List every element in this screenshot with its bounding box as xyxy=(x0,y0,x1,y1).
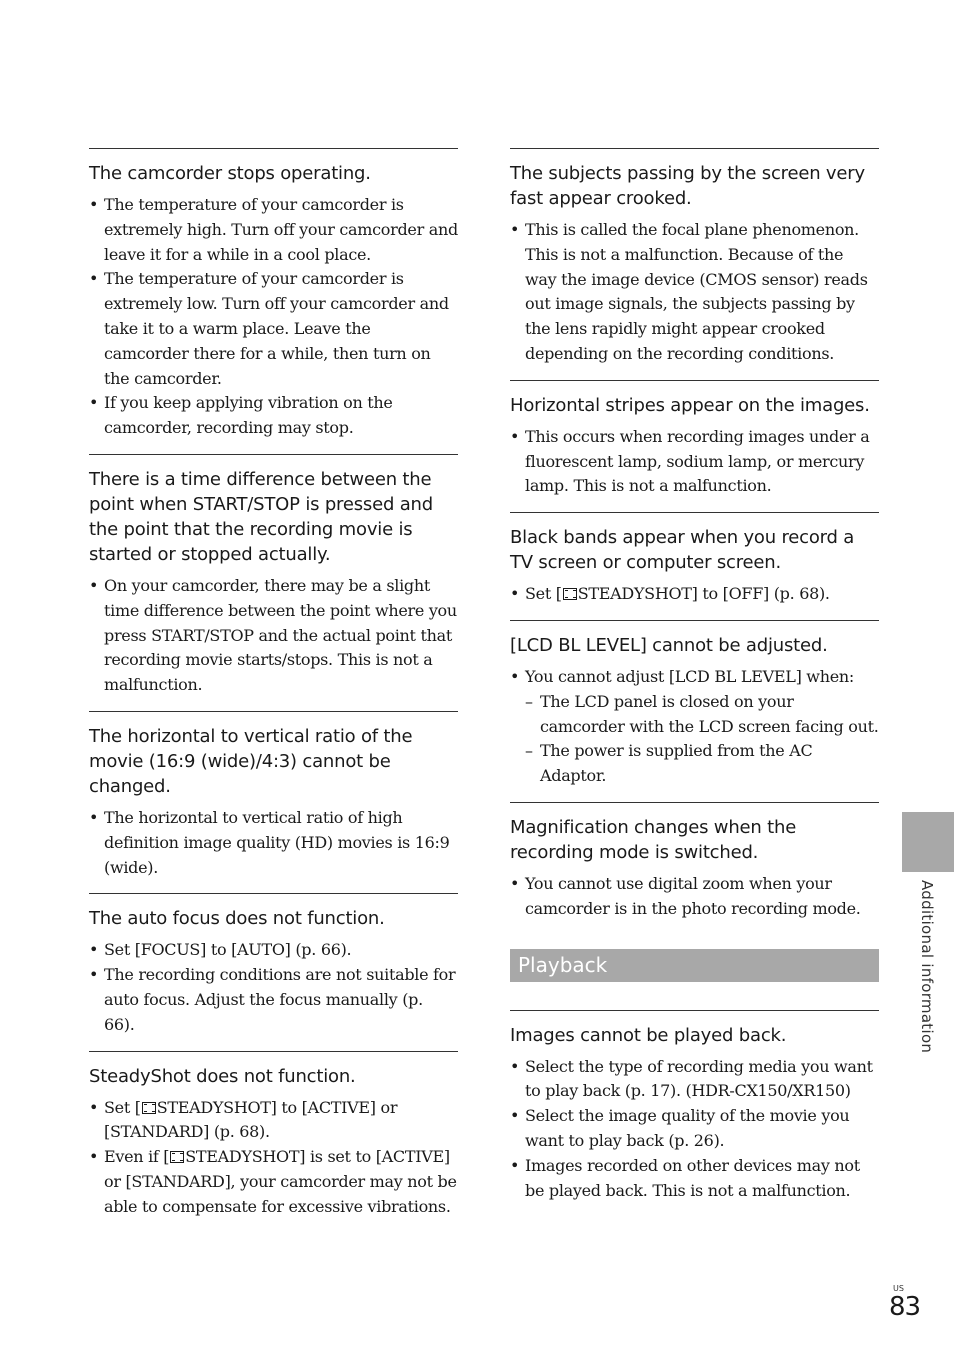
bullet-list xyxy=(89,806,458,880)
section-heading: SteadyShot does not function. xyxy=(89,1065,356,1087)
section-black-bands xyxy=(510,512,879,620)
section-auto-focus xyxy=(89,893,458,1050)
bullet-list xyxy=(510,425,879,499)
bullet-item xyxy=(510,665,879,789)
bullet-item: • This occurs when recording images under a fluorescent lamp, sodium lamp, or mercury lamp. This is not a malfunction. xyxy=(510,425,879,499)
bullet-item: • Set [FOCUS] to [AUTO] (p. 66). xyxy=(89,938,458,963)
section-time-difference xyxy=(89,454,458,711)
bullet-item: • The recording conditions are not suitable for auto focus. Adjust the focus manually (p. 66). xyxy=(89,963,458,1037)
right-column xyxy=(510,148,879,1216)
section-heading: The horizontal to vertical ratio of the movie (16:9 (wide)/4:3) cannot be changed. xyxy=(89,725,413,797)
bullet-list xyxy=(510,872,879,922)
bullet-text-pre: Set [ xyxy=(525,584,562,604)
bullet-item: • The temperature of your camcorder is extremely high. Turn off your camcorder and leave it for a while in a cool place. xyxy=(89,193,458,267)
bullet-list xyxy=(510,1055,879,1204)
bullet-item xyxy=(89,1096,458,1146)
bullet-text-pre: Even if [ xyxy=(104,1147,170,1167)
bullet-list xyxy=(89,193,458,441)
bullet-item: • You cannot use digital zoom when your camcorder is in the photo recording mode. xyxy=(510,872,879,922)
bullet-text-post: STEADYSHOT] to [ACTIVE] or [STANDARD] (p. 68). xyxy=(104,1097,398,1142)
section-images-not-played xyxy=(510,1010,879,1217)
dash-item: – The power is supplied from the AC Adaptor. xyxy=(525,739,879,789)
bullet-item xyxy=(89,1145,458,1219)
section-magnification xyxy=(510,802,879,935)
bullet-list xyxy=(510,665,879,789)
bullet-item: • On your camcorder, there may be a slight time difference between the point where you press START/STOP and the actual point that recording movie starts/stops. This is not a malfunction. xyxy=(89,574,458,698)
section-aspect-ratio xyxy=(89,711,458,893)
page-region-code: US xyxy=(893,1284,904,1293)
category-header-playback: Playback xyxy=(510,949,879,982)
bullet-item: • The temperature of your camcorder is extremely low. Turn off your camcorder and take it to a warm place. Leave the camcorder there for a while, then turn on the camcorder. xyxy=(89,267,458,391)
chapter-label: Additional information xyxy=(918,880,936,1054)
section-steadyshot xyxy=(89,1051,458,1233)
section-heading: There is a time difference between the point when START/STOP is pressed and the point that the recording movie is started or stopped actually. xyxy=(89,468,433,565)
bullet-text: You cannot adjust [LCD BL LEVEL] when: xyxy=(525,666,854,686)
bullet-item xyxy=(510,582,879,607)
bullet-list xyxy=(510,582,879,607)
section-heading: The auto focus does not function. xyxy=(89,908,385,930)
film-steadyshot-icon xyxy=(563,588,577,600)
page-number: 83 xyxy=(889,1292,921,1322)
section-heading: The camcorder stops operating. xyxy=(89,163,371,184)
chapter-tab xyxy=(902,812,954,872)
bullet-list xyxy=(89,1096,458,1220)
section-heading: Black bands appear when you record a TV screen or computer screen. xyxy=(510,527,855,574)
bullet-list xyxy=(510,218,879,367)
bullet-item: • Select the image quality of the movie you want to play back (p. 26). xyxy=(510,1104,879,1154)
bullet-list xyxy=(89,938,458,1037)
section-heading: [LCD BL LEVEL] cannot be adjusted. xyxy=(510,634,828,656)
bullet-item: • Images recorded on other devices may not be played back. This is not a malfunction. xyxy=(510,1154,879,1204)
bullet-item: • This is called the focal plane phenomenon. This is not a malfunction. Because of the way the image device (CMOS sensor) reads out image signals, the subjects passing by the lens rapidly might appear crooked depending on the recording conditions. xyxy=(510,218,879,367)
bullet-text-pre: Set [ xyxy=(104,1097,141,1117)
bullet-list xyxy=(89,574,458,698)
dash-item: – The LCD panel is closed on your camcorder with the LCD screen facing out. xyxy=(525,690,879,740)
film-steadyshot-icon xyxy=(170,1151,184,1163)
film-steadyshot-icon xyxy=(142,1102,156,1114)
section-heading: Magnification changes when the recording mode is switched. xyxy=(510,816,797,863)
bullet-item: • If you keep applying vibration on the camcorder, recording may stop. xyxy=(89,391,458,441)
section-horizontal-stripes xyxy=(510,380,879,512)
section-heading: Images cannot be played back. xyxy=(510,1024,787,1046)
bullet-text-post: STEADYSHOT] is set to [ACTIVE] or [STANDARD], your camcorder may not be able to compensate for excessive vibrations. xyxy=(104,1147,457,1216)
section-heading: The subjects passing by the screen very fast appear crooked. xyxy=(510,163,865,209)
bullet-item: • The horizontal to vertical ratio of high definition image quality (HD) movies is 16:9 (wide). xyxy=(89,806,458,880)
left-column xyxy=(89,148,458,1233)
dash-list xyxy=(525,690,879,789)
section-heading: Horizontal stripes appear on the images. xyxy=(510,394,870,416)
section-stops-operating xyxy=(89,148,458,454)
section-crooked-subjects xyxy=(510,148,879,380)
section-lcd-bl-level xyxy=(510,620,879,802)
bullet-text-post: STEADYSHOT] to [OFF] (p. 68). xyxy=(577,584,830,604)
bullet-item: • Select the type of recording media you want to play back (p. 17). (HDR-CX150/XR150) xyxy=(510,1055,879,1105)
